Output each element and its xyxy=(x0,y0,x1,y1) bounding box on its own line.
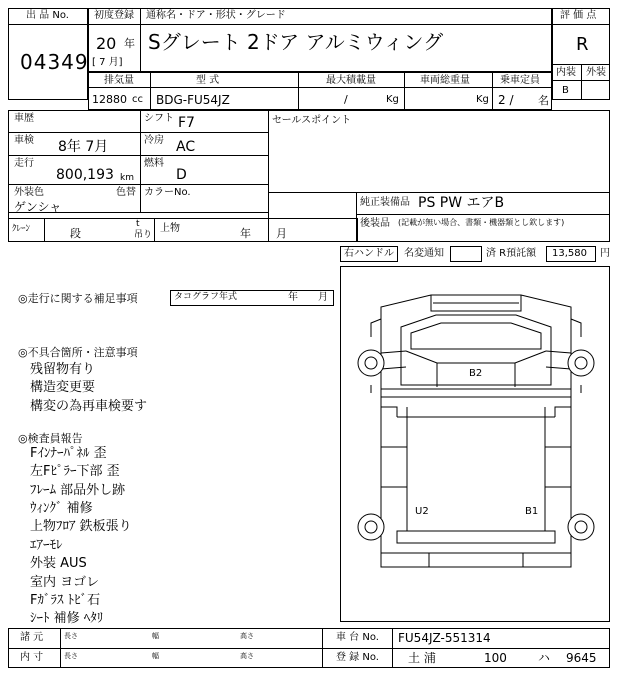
inner-width-label: 幅 xyxy=(152,652,159,660)
width-label: 幅 xyxy=(152,632,159,640)
registration-label: 登 録 No. xyxy=(336,652,379,663)
registration-number: 9645 xyxy=(566,651,597,665)
mileage-label: 走行 xyxy=(14,158,34,169)
gross-weight-unit: Kg xyxy=(476,94,489,105)
model-label: 型 式 xyxy=(196,75,220,86)
color-code-label: カラーNo. xyxy=(144,187,191,198)
inspector-item: Fｶﾞﾗｽ ﾄﾋﾞ石 xyxy=(30,593,101,608)
registration-class: 100 xyxy=(484,651,507,665)
height-label: 高さ xyxy=(240,632,254,640)
accessories-note: (記載が無い場合、書類・機器類とし欽します) xyxy=(398,218,565,227)
inspector-item: 上物ﾌﾛｱ 鉄板張り xyxy=(30,519,132,534)
max-load-label: 最大積載量 xyxy=(326,75,376,86)
damage-mark-b2: B2 xyxy=(469,368,483,379)
damage-mark-b1: B1 xyxy=(525,506,539,517)
spec-label: 諸 元 xyxy=(20,632,44,643)
equipment-value: PS PW エアB xyxy=(418,195,505,211)
inspector-item: ｼｰﾄ 補修 ﾍﾀﾘ xyxy=(30,611,104,626)
inspector-item: Fｲﾝﾅｰﾊﾟﾈﾙ 歪 xyxy=(30,446,107,461)
inspector-report-label: ◎検査員報告 xyxy=(18,432,83,445)
inspection-value: 8年 7月 xyxy=(58,139,109,155)
registration-year: 20 xyxy=(96,34,117,53)
max-load-value: / xyxy=(344,93,348,106)
history-label: 車歴 xyxy=(14,113,34,124)
chassis-label: 車 台 No. xyxy=(336,632,379,643)
capacity-unit: 名 xyxy=(538,94,549,107)
color-label: 外装色 xyxy=(14,187,44,198)
interior-grade: B xyxy=(562,85,569,96)
tachograph-month: 月 xyxy=(318,292,328,303)
ac-value: AC xyxy=(176,139,196,155)
inspection-label: 車検 xyxy=(14,135,34,146)
inspector-item: 室内 ヨゴレ xyxy=(30,575,100,590)
crane-label: ｸﾚｰﾝ xyxy=(12,224,31,234)
max-load-unit: Kg xyxy=(386,94,399,105)
capacity-value: 2 / xyxy=(498,93,514,107)
chassis-number: FU54JZ-551314 xyxy=(398,631,491,645)
shift-label: シフト xyxy=(144,113,174,124)
inner-length-label: 長さ xyxy=(64,652,78,660)
mileage-value: 800,193 xyxy=(56,167,114,183)
inspector-item: ﾌﾚｰﾑ 部品外し跡 xyxy=(30,483,126,498)
recycle-amount: 13,580 xyxy=(552,248,587,259)
registration-kana: ハ xyxy=(538,651,551,665)
inspector-item: ｳｨﾝｸﾞ 補修 xyxy=(30,501,93,516)
accessories-label: 後装品 xyxy=(360,218,390,229)
lot-number: 04349 xyxy=(20,50,89,74)
tachograph-label: タコグラフ年式 xyxy=(174,292,238,302)
registration-region: 土 浦 xyxy=(408,651,436,665)
grade-label: 評 価 点 xyxy=(560,10,597,21)
deck-month-label: 月 xyxy=(276,227,287,240)
interior-grade-label: 内装 xyxy=(556,67,576,78)
registration-year-unit: 年 xyxy=(124,37,135,50)
inner-dim-label: 内 寸 xyxy=(20,652,44,663)
damage-mark-u2: U2 xyxy=(415,506,429,517)
mileage-unit: km xyxy=(120,173,134,183)
tachograph-year: 年 xyxy=(288,292,298,303)
shift-value: F7 xyxy=(178,115,195,131)
first-registration-label: 初度登録 xyxy=(94,10,134,21)
capacity-label: 乗車定員 xyxy=(500,75,540,86)
inspector-item: 左Fﾋﾟﾗｰ下部 歪 xyxy=(30,464,120,479)
length-label: 長さ xyxy=(64,632,78,640)
defect-item: 残留物有り xyxy=(30,362,96,377)
fuel-label: 燃料 xyxy=(144,158,164,169)
inspector-item: 外装 AUS xyxy=(30,556,87,571)
fuel-value: D xyxy=(176,167,187,183)
color-change-label: 色替 xyxy=(116,187,136,198)
crane-ton-label: t xyxy=(136,219,140,229)
defect-item: 構造変更要 xyxy=(30,380,96,395)
crane-stage-label: 段 xyxy=(70,227,81,240)
lot-number-label: 出 品 No. xyxy=(26,10,69,21)
steering-value: 右ハンドル xyxy=(344,248,394,259)
color-value: ゲンシャ xyxy=(14,200,62,214)
model-value: BDG-FU54JZ xyxy=(156,93,230,107)
title-label: 通称名・ドア・形状・グレード xyxy=(146,10,286,21)
displacement-unit: cc xyxy=(132,94,143,105)
vehicle-title: Sグレート 2ドア アルミウィング xyxy=(148,30,444,54)
gross-weight-label: 車両総重量 xyxy=(420,75,470,86)
defect-item: 構変の為再車検要す xyxy=(30,399,148,414)
displacement-label: 排気量 xyxy=(104,75,134,86)
driving-notes-label: ◎走行に関する補足事項 xyxy=(18,292,138,305)
recycle-unit: 円 xyxy=(600,248,610,259)
registration-month: [ 7 月] xyxy=(92,57,123,68)
equipment-label: 純正装備品 xyxy=(360,197,410,208)
exterior-grade-label: 外装 xyxy=(586,67,606,78)
damage-diagram xyxy=(340,266,610,622)
truck-outline xyxy=(341,267,611,623)
inner-height-label: 高さ xyxy=(240,652,254,660)
crane-row xyxy=(8,218,358,242)
crane-lift-label: 吊り xyxy=(134,230,153,240)
name-change-box xyxy=(450,246,482,262)
deck-year-label: 年 xyxy=(240,227,251,240)
deck-label: 上物 xyxy=(160,223,180,234)
sales-point-label: セールスポイント xyxy=(272,115,352,126)
displacement-value: 12880 xyxy=(92,93,127,106)
inspector-item: ｴｱｰﾓﾚ xyxy=(30,538,63,553)
name-change-label: 名変通知 xyxy=(404,248,444,259)
defects-label: ◎不具合箇所・注意事項 xyxy=(18,346,138,359)
recycle-label: 済 R預託額 xyxy=(486,248,537,259)
overall-grade: R xyxy=(576,34,589,55)
ac-label: 冷房 xyxy=(144,135,164,146)
